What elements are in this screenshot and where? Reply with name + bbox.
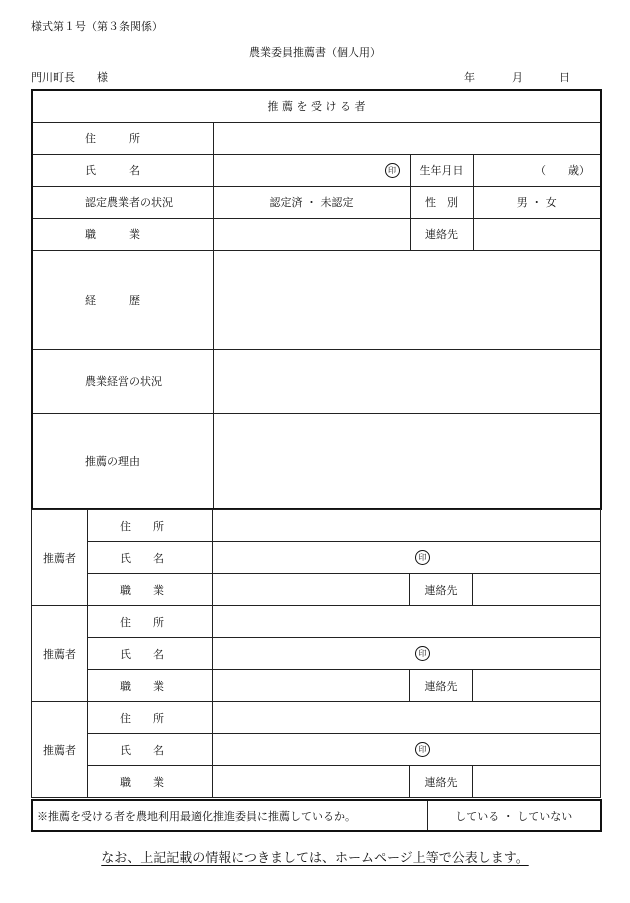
sex-label: 性 別 bbox=[410, 186, 473, 218]
date-year-label: 年 bbox=[464, 71, 475, 84]
recommender-2-address-label: 住 所 bbox=[88, 606, 213, 638]
bottom-answer-options[interactable]: している ・ していない bbox=[427, 800, 601, 831]
nominee-contact-field[interactable] bbox=[473, 218, 601, 250]
form-number: 様式第１号（第３条関係） bbox=[31, 20, 163, 33]
recommender-3-occupation-label: 職 業 bbox=[88, 766, 213, 798]
nominee-address-field[interactable] bbox=[213, 122, 601, 154]
date-day-label: 日 bbox=[559, 71, 570, 84]
date-month-label: 月 bbox=[512, 71, 523, 84]
birthdate-label: 生年月日 bbox=[410, 154, 473, 186]
nominee-section-title: 推 薦 を 受 け る 者 bbox=[32, 90, 601, 122]
recommender-3-address-label: 住 所 bbox=[88, 702, 213, 734]
bottom-question: ※推薦を受ける者を農地利用最適化推進委員に推薦しているか。 bbox=[32, 800, 427, 831]
addressee: 門川町長 様 bbox=[31, 71, 108, 84]
seal-mark: 印 bbox=[415, 646, 430, 661]
recommender-1-name-label: 氏 名 bbox=[88, 542, 213, 574]
nominee-name-field[interactable] bbox=[213, 154, 410, 186]
recommender-3-contact-field[interactable] bbox=[473, 766, 601, 798]
recommender-1-contact-label: 連絡先 bbox=[410, 574, 473, 606]
recommender-1-occupation-field[interactable] bbox=[213, 574, 410, 606]
recommender-3-name-field[interactable] bbox=[213, 734, 601, 766]
career-label: 経 歴 bbox=[32, 250, 213, 349]
recommenders-table bbox=[31, 509, 601, 798]
footer-note: なお、上記記載の情報につきましては、ホームページ上等で公表します。 bbox=[101, 851, 529, 866]
recommender-1-group-label: 推薦者 bbox=[32, 510, 88, 606]
recommender-3-contact-label: 連絡先 bbox=[410, 766, 473, 798]
nominee-contact-label: 連絡先 bbox=[410, 218, 473, 250]
recommender-2-group-label: 推薦者 bbox=[32, 606, 88, 702]
recommender-2-address-field[interactable] bbox=[213, 606, 601, 638]
nominee-name-label: 氏 名 bbox=[32, 154, 213, 186]
reason-field[interactable] bbox=[213, 413, 601, 509]
recommender-2-occupation-label: 職 業 bbox=[88, 670, 213, 702]
recommender-3-name-label: 氏 名 bbox=[88, 734, 213, 766]
recommender-2-occupation-field[interactable] bbox=[213, 670, 410, 702]
certified-status-options[interactable]: 認定済 ・ 未認定 bbox=[213, 186, 410, 218]
recommender-3-group-label: 推薦者 bbox=[32, 702, 88, 798]
seal-mark: 印 bbox=[415, 550, 430, 565]
age-text: （ 歳） bbox=[535, 164, 591, 177]
recommender-1-name-field[interactable] bbox=[213, 542, 601, 574]
seal-mark: 印 bbox=[415, 742, 430, 757]
bottom-question-table bbox=[31, 799, 602, 832]
reason-label: 推薦の理由 bbox=[32, 413, 213, 509]
recommender-1-contact-field[interactable] bbox=[473, 574, 601, 606]
nominee-occupation-label: 職 業 bbox=[32, 218, 213, 250]
recommender-2-name-field[interactable] bbox=[213, 638, 601, 670]
nominee-address-label: 住 所 bbox=[32, 122, 213, 154]
recommender-1-address-label: 住 所 bbox=[88, 510, 213, 542]
birthdate-field[interactable] bbox=[473, 154, 601, 186]
recommender-3-occupation-field[interactable] bbox=[213, 766, 410, 798]
recommender-2-name-label: 氏 名 bbox=[88, 638, 213, 670]
recommender-3-address-field[interactable] bbox=[213, 702, 601, 734]
nominee-table bbox=[31, 89, 602, 510]
recommender-2-contact-label: 連絡先 bbox=[410, 670, 473, 702]
recommender-1-address-field[interactable] bbox=[213, 510, 601, 542]
farm-status-label: 農業経営の状況 bbox=[32, 349, 213, 413]
seal-mark: 印 bbox=[385, 163, 400, 178]
certified-status-label: 認定農業者の状況 bbox=[32, 186, 213, 218]
recommender-2-contact-field[interactable] bbox=[473, 670, 601, 702]
career-field[interactable] bbox=[213, 250, 601, 349]
nominee-occupation-field[interactable] bbox=[213, 218, 410, 250]
sex-options[interactable]: 男 ・ 女 bbox=[473, 186, 601, 218]
recommender-1-occupation-label: 職 業 bbox=[88, 574, 213, 606]
document-title: 農業委員推薦書（個人用） bbox=[249, 46, 381, 59]
farm-status-field[interactable] bbox=[213, 349, 601, 413]
